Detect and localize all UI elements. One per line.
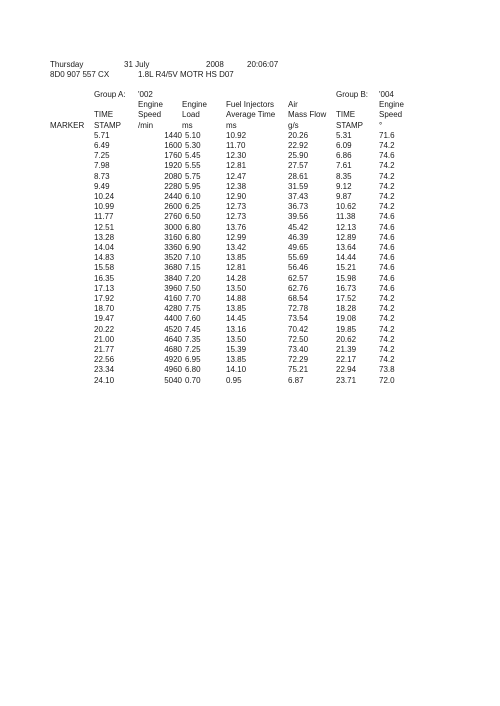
measurement-table: [50, 90, 407, 386]
cell-engine-speed: 3000: [164, 222, 182, 232]
cell-time-stamp: 10.24: [94, 192, 115, 202]
cell-injector-time: 14.88: [226, 294, 247, 304]
cell-marker: [50, 314, 94, 324]
table-row: [50, 161, 407, 171]
cell-time-stamp-b: 17.52: [336, 294, 357, 304]
cell-time-stamp: 12.51: [94, 222, 115, 232]
cell-air-mass-flow: 27.57: [288, 161, 309, 171]
cell-injector-time: 12.81: [226, 263, 247, 273]
cell-time-stamp-b: 6.86: [336, 151, 352, 161]
cell-time-stamp: 17.13: [94, 283, 115, 293]
cell-marker: [50, 212, 94, 222]
cell-engine-speed: 2760: [164, 212, 182, 222]
cell-injector-time: 10.92: [226, 130, 247, 140]
header-cell-engine-load: Engine: [182, 100, 207, 110]
header-cell-engine-load: [182, 90, 226, 100]
cell-time-stamp-b: 5.31: [336, 130, 352, 140]
cell-injector-time: 12.99: [226, 232, 247, 242]
cell-engine-speed: 5040: [164, 375, 182, 385]
cell-engine-speed: 3520: [164, 253, 182, 263]
header-time: 20:06:07: [247, 60, 279, 69]
cell-injector-time: 13.76: [226, 222, 247, 232]
header-cell-time-stamp-b: [336, 100, 379, 110]
header-cell-air-mass-flow: g/s: [288, 120, 299, 130]
table-row: [50, 314, 407, 324]
cell-engine-speed-b: 74.6: [379, 273, 395, 283]
cell-time-stamp-b: 8.35: [336, 171, 352, 181]
cell-engine-speed-b: 73.8: [379, 365, 395, 375]
cell-engine-load: 6.80: [185, 365, 201, 375]
header-cell-time-stamp-b: TIME: [336, 110, 356, 120]
cell-injector-time: 12.38: [226, 181, 247, 191]
header-cell-air-mass-flow: [288, 90, 336, 100]
cell-marker: [50, 131, 94, 141]
cell-air-mass-flow: 73.40: [288, 345, 309, 355]
cell-air-mass-flow: 75.21: [288, 365, 309, 375]
cell-marker: [50, 365, 94, 375]
cell-engine-load: 6.25: [185, 202, 201, 212]
cell-engine-load: 7.10: [185, 253, 201, 263]
cell-time-stamp-b: 20.62: [336, 334, 357, 344]
cell-engine-speed: 3360: [164, 243, 182, 253]
header-engine: 1.8L R4/5V MOTR HS D07: [138, 70, 234, 79]
cell-air-mass-flow: 45.42: [288, 222, 309, 232]
cell-engine-speed: 4280: [164, 304, 182, 314]
cell-time-stamp-b: 15.98: [336, 273, 357, 283]
cell-air-mass-flow: 6.87: [288, 375, 304, 385]
cell-engine-speed: 4160: [164, 294, 182, 304]
cell-engine-speed: 4640: [164, 334, 182, 344]
cell-engine-speed-b: 71.6: [379, 130, 395, 140]
cell-marker: [50, 304, 94, 314]
cell-marker: [50, 141, 94, 151]
table-row: [50, 365, 407, 375]
cell-engine-load: 7.25: [185, 345, 201, 355]
header-cell-marker: MARKER: [50, 120, 85, 130]
header-cell-engine-speed: Engine: [138, 100, 163, 110]
cell-air-mass-flow: 72.29: [288, 355, 309, 365]
cell-air-mass-flow: 68.54: [288, 294, 309, 304]
table-row: [50, 212, 407, 222]
cell-air-mass-flow: 49.65: [288, 243, 309, 253]
cell-engine-speed: 3680: [164, 263, 182, 273]
header-cell-time-stamp-b: STAMP: [336, 120, 363, 130]
cell-engine-load: 7.60: [185, 314, 201, 324]
table-row: [50, 172, 407, 182]
table-row: [50, 182, 407, 192]
cell-engine-load: 7.75: [185, 304, 201, 314]
cell-engine-speed-b: 74.2: [379, 192, 395, 202]
cell-air-mass-flow: 72.78: [288, 304, 309, 314]
cell-time-stamp-b: 15.21: [336, 263, 357, 273]
table-row: [50, 243, 407, 253]
cell-engine-speed-b: 74.6: [379, 232, 395, 242]
cell-injector-time: 13.50: [226, 334, 247, 344]
cell-engine-load: 6.80: [185, 222, 201, 232]
header-cell-time-stamp: Group A:: [94, 90, 126, 99]
header-cell-time-stamp: STAMP: [94, 120, 121, 130]
table-header-row: [50, 90, 407, 100]
cell-injector-time: 12.47: [226, 171, 247, 181]
table-row: [50, 284, 407, 294]
header-cell-marker: [50, 100, 94, 110]
cell-engine-speed-b: 74.6: [379, 263, 395, 273]
cell-engine-speed-b: 74.2: [379, 161, 395, 171]
cell-air-mass-flow: 70.42: [288, 324, 309, 334]
cell-air-mass-flow: 37.43: [288, 192, 309, 202]
cell-engine-speed-b: 74.2: [379, 314, 395, 324]
cell-marker: [50, 294, 94, 304]
cell-time-stamp: 17.92: [94, 294, 115, 304]
header-day: Thursday: [50, 60, 84, 69]
cell-time-stamp: 9.49: [94, 181, 110, 191]
table-row: [50, 294, 407, 304]
cell-marker: [50, 243, 94, 253]
table-row: [50, 151, 407, 161]
header-cell-injector-time: Average Time: [226, 110, 276, 120]
cell-time-stamp-b: 22.94: [336, 365, 357, 375]
cell-engine-speed-b: 74.2: [379, 334, 395, 344]
cell-injector-time: 14.45: [226, 314, 247, 324]
cell-marker: [50, 376, 94, 386]
header-cell-engine-speed: /min: [138, 120, 154, 130]
cell-marker: [50, 192, 94, 202]
cell-engine-load: 5.75: [185, 171, 201, 181]
cell-time-stamp: 19.47: [94, 314, 115, 324]
cell-engine-load: 6.95: [185, 355, 201, 365]
table-row: [50, 131, 407, 141]
cell-marker: [50, 182, 94, 192]
cell-injector-time: 13.85: [226, 304, 247, 314]
header-cell-engine-speed: '002: [138, 90, 153, 99]
cell-air-mass-flow: 28.61: [288, 171, 309, 181]
cell-time-stamp: 23.34: [94, 365, 115, 375]
header-cell-engine-load: ms: [182, 120, 193, 130]
cell-time-stamp: 24.10: [94, 375, 115, 385]
cell-time-stamp: 18.70: [94, 304, 115, 314]
cell-time-stamp-b: 19.08: [336, 314, 357, 324]
header-cell-engine-speed-b: Engine: [379, 100, 404, 110]
cell-engine-speed: 1920: [164, 161, 182, 171]
cell-engine-load: 7.35: [185, 334, 201, 344]
table-row: [50, 325, 407, 335]
header-cell-injector-time: Fuel Injectors: [226, 100, 275, 110]
cell-marker: [50, 284, 94, 294]
cell-engine-load: 7.15: [185, 263, 201, 273]
cell-time-stamp-b: 16.73: [336, 283, 357, 293]
header-cell-marker: [50, 110, 94, 120]
header-cell-air-mass-flow: Air: [288, 100, 298, 110]
cell-time-stamp: 14.04: [94, 243, 115, 253]
cell-engine-speed-b: 74.6: [379, 253, 395, 263]
cell-engine-speed-b: 74.6: [379, 222, 395, 232]
cell-time-stamp: 14.83: [94, 253, 115, 263]
cell-time-stamp-b: 12.89: [336, 232, 357, 242]
table-header-row: [50, 121, 407, 131]
cell-engine-speed: 2600: [164, 202, 182, 212]
table-row: [50, 376, 407, 386]
cell-engine-load: 6.90: [185, 243, 201, 253]
cell-time-stamp: 7.25: [94, 151, 110, 161]
cell-air-mass-flow: 62.57: [288, 273, 309, 283]
cell-engine-speed-b: 74.2: [379, 171, 395, 181]
cell-engine-speed-b: 74.2: [379, 304, 395, 314]
cell-engine-speed: 1600: [164, 141, 182, 151]
cell-engine-load: 6.50: [185, 212, 201, 222]
cell-air-mass-flow: 62.76: [288, 283, 309, 293]
cell-marker: [50, 345, 94, 355]
cell-time-stamp: 7.98: [94, 161, 110, 171]
header-part-number: 8D0 907 557 CX: [50, 70, 110, 79]
table-row: [50, 263, 407, 273]
cell-engine-load: 5.45: [185, 151, 201, 161]
cell-engine-speed: 2080: [164, 171, 182, 181]
cell-engine-speed-b: 74.6: [379, 212, 395, 222]
cell-marker: [50, 263, 94, 273]
cell-engine-speed: 1440: [164, 130, 182, 140]
cell-engine-speed-b: 74.6: [379, 243, 395, 253]
header-cell-time-stamp: TIME: [94, 110, 114, 120]
cell-time-stamp: 5.71: [94, 130, 110, 140]
cell-marker: [50, 274, 94, 284]
cell-injector-time: 14.10: [226, 365, 247, 375]
cell-engine-speed: 3960: [164, 283, 182, 293]
cell-time-stamp: 11.77: [94, 212, 114, 222]
cell-injector-time: 11.70: [226, 141, 246, 151]
cell-time-stamp-b: 11.38: [336, 212, 356, 222]
cell-marker: [50, 355, 94, 365]
cell-engine-speed-b: 74.2: [379, 181, 395, 191]
cell-engine-speed-b: 74.2: [379, 202, 395, 212]
cell-injector-time: 12.30: [226, 151, 247, 161]
cell-engine-speed: 4960: [164, 365, 182, 375]
cell-air-mass-flow: 20.26: [288, 130, 309, 140]
cell-time-stamp: 16.35: [94, 273, 115, 283]
cell-air-mass-flow: 39.56: [288, 212, 309, 222]
cell-engine-load: 5.10: [185, 130, 201, 140]
cell-air-mass-flow: 46.39: [288, 232, 309, 242]
header-date: 31 July: [124, 60, 150, 69]
cell-engine-speed-b: 74.2: [379, 294, 395, 304]
cell-engine-load: 5.55: [185, 161, 201, 171]
cell-injector-time: 12.73: [226, 202, 247, 212]
cell-time-stamp-b: 22.17: [336, 355, 357, 365]
cell-time-stamp-b: 13.64: [336, 243, 357, 253]
table-row: [50, 345, 407, 355]
cell-engine-speed-b: 74.6: [379, 151, 395, 161]
cell-injector-time: 13.85: [226, 355, 247, 365]
table-row: [50, 335, 407, 345]
cell-engine-load: 7.70: [185, 294, 201, 304]
cell-air-mass-flow: 55.69: [288, 253, 309, 263]
cell-injector-time: 13.85: [226, 253, 247, 263]
cell-engine-speed: 3840: [164, 273, 182, 283]
cell-engine-load: 7.50: [185, 283, 201, 293]
cell-time-stamp: 21.77: [94, 345, 115, 355]
cell-engine-speed-b: 74.2: [379, 141, 395, 151]
cell-time-stamp-b: 9.87: [336, 192, 352, 202]
cell-engine-speed-b: 74.2: [379, 345, 395, 355]
table-row: [50, 274, 407, 284]
cell-marker: [50, 223, 94, 233]
cell-air-mass-flow: 31.59: [288, 181, 309, 191]
cell-injector-time: 13.16: [226, 324, 247, 334]
header-cell-injector-time: [226, 90, 288, 100]
table-row: [50, 141, 407, 151]
table-row: [50, 223, 407, 233]
cell-time-stamp-b: 23.71: [336, 375, 357, 385]
cell-time-stamp: 20.22: [94, 324, 115, 334]
cell-time-stamp-b: 12.13: [336, 222, 357, 232]
cell-engine-speed: 4680: [164, 345, 182, 355]
table-row: [50, 253, 407, 263]
cell-time-stamp-b: 19.85: [336, 324, 357, 334]
cell-engine-speed: 4920: [164, 355, 182, 365]
cell-air-mass-flow: 73.54: [288, 314, 309, 324]
table-row: [50, 192, 407, 202]
cell-marker: [50, 172, 94, 182]
table-row: [50, 355, 407, 365]
table-row: [50, 233, 407, 243]
header-cell-time-stamp: [94, 100, 138, 110]
cell-air-mass-flow: 36.73: [288, 202, 309, 212]
cell-injector-time: 14.28: [226, 273, 247, 283]
cell-engine-speed: 4400: [164, 314, 182, 324]
cell-time-stamp-b: 9.12: [336, 181, 352, 191]
cell-time-stamp-b: 6.09: [336, 141, 352, 151]
cell-time-stamp: 8.73: [94, 171, 110, 181]
table-row: [50, 202, 407, 212]
cell-injector-time: 12.73: [226, 212, 247, 222]
cell-engine-load: 5.30: [185, 141, 201, 151]
cell-engine-speed: 4520: [164, 324, 182, 334]
header-year: 2008: [206, 60, 224, 69]
cell-marker: [50, 253, 94, 263]
cell-engine-load: 7.20: [185, 273, 201, 283]
cell-engine-speed-b: 74.2: [379, 355, 395, 365]
cell-air-mass-flow: 25.90: [288, 151, 309, 161]
cell-engine-speed: 2280: [164, 181, 182, 191]
cell-air-mass-flow: 56.46: [288, 263, 309, 273]
header-cell-engine-speed-b: °: [379, 120, 383, 130]
cell-engine-speed-b: 74.2: [379, 324, 395, 334]
cell-engine-load: 6.80: [185, 232, 201, 242]
cell-engine-speed: 2440: [164, 192, 182, 202]
cell-marker: [50, 151, 94, 161]
cell-engine-load: 7.45: [185, 324, 201, 334]
cell-air-mass-flow: 22.92: [288, 141, 309, 151]
cell-time-stamp: 10.99: [94, 202, 115, 212]
header-cell-marker: [50, 90, 94, 100]
cell-injector-time: 13.42: [226, 243, 247, 253]
cell-injector-time: 0.95: [226, 375, 242, 385]
cell-marker: [50, 335, 94, 345]
cell-marker: [50, 161, 94, 171]
cell-engine-speed: 3160: [164, 232, 182, 242]
cell-engine-load: 5.95: [185, 181, 201, 191]
cell-engine-speed-b: 74.6: [379, 283, 395, 293]
cell-air-mass-flow: 72.50: [288, 334, 309, 344]
cell-time-stamp-b: 18.28: [336, 304, 357, 314]
cell-time-stamp-b: 21.39: [336, 345, 357, 355]
header-cell-engine-load: Load: [182, 110, 200, 120]
table-body: [50, 90, 407, 386]
cell-injector-time: 15.39: [226, 345, 247, 355]
cell-marker: [50, 325, 94, 335]
cell-time-stamp: 6.49: [94, 141, 110, 151]
table-header-row: [50, 100, 407, 110]
cell-engine-speed: 1760: [164, 151, 182, 161]
header-cell-engine-speed-b: Speed: [379, 110, 403, 120]
cell-injector-time: 13.50: [226, 283, 247, 293]
table-row: [50, 304, 407, 314]
cell-engine-speed-b: 72.0: [379, 375, 395, 385]
cell-time-stamp: 22.56: [94, 355, 115, 365]
cell-time-stamp-b: 14.44: [336, 253, 357, 263]
cell-time-stamp: 15.58: [94, 263, 115, 273]
cell-time-stamp-b: 10.62: [336, 202, 357, 212]
table-header-row: [50, 110, 407, 120]
cell-time-stamp: 21.00: [94, 334, 115, 344]
header-cell-injector-time: ms: [226, 120, 237, 130]
header-cell-time-stamp-b: Group B:: [336, 90, 369, 99]
cell-marker: [50, 202, 94, 212]
cell-time-stamp: 13.28: [94, 232, 115, 242]
cell-marker: [50, 233, 94, 243]
header-cell-air-mass-flow: Mass Flow: [288, 110, 327, 120]
header-cell-engine-speed-b: '004: [379, 90, 394, 99]
cell-injector-time: 12.90: [226, 192, 247, 202]
cell-injector-time: 12.81: [226, 161, 247, 171]
header-cell-engine-speed: Speed: [138, 110, 162, 120]
cell-engine-load: 0.70: [185, 375, 201, 385]
cell-time-stamp-b: 7.61: [336, 161, 352, 171]
cell-engine-load: 6.10: [185, 192, 201, 202]
